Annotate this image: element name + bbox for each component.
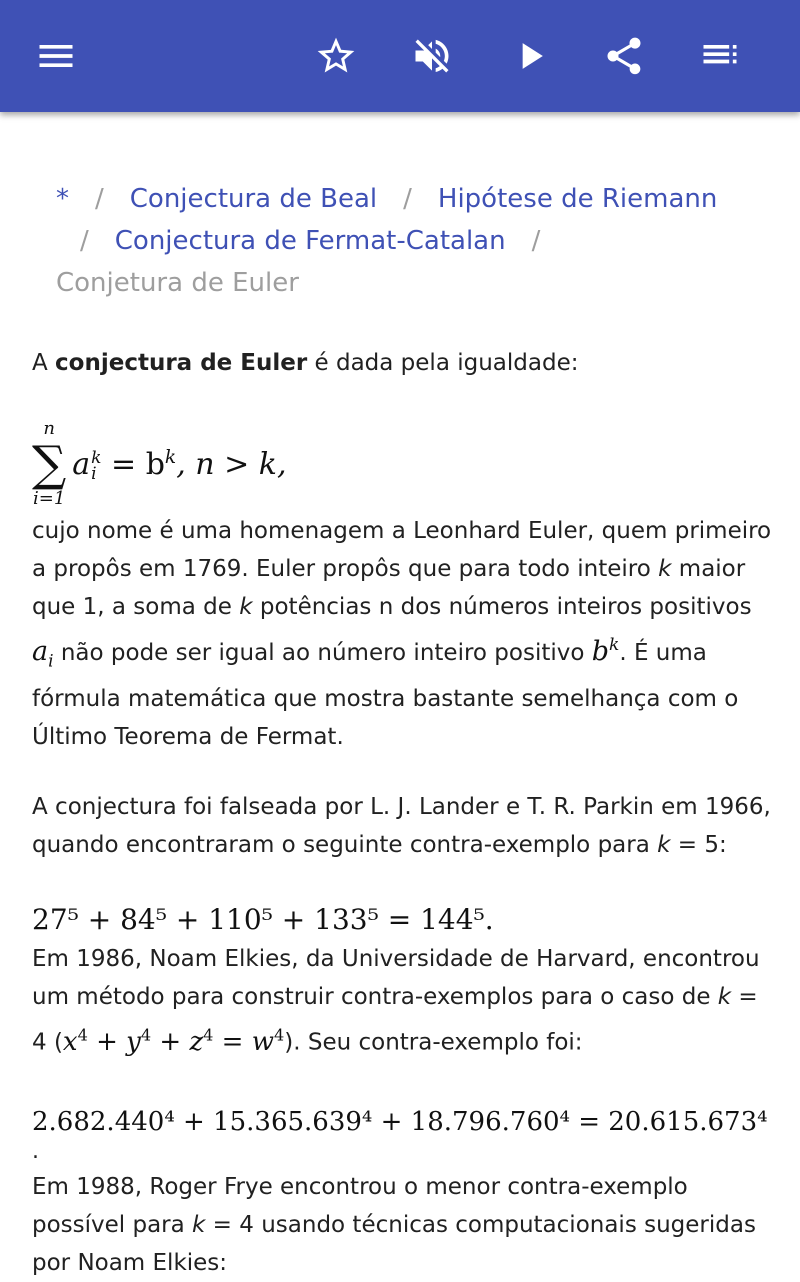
article-content xyxy=(32,112,772,1282)
p1-var: k xyxy=(239,594,253,620)
sum-upper-limit: n xyxy=(43,418,55,439)
p1-var: k xyxy=(658,556,672,582)
breadcrumb-root-link[interactable]: * xyxy=(56,184,69,214)
paragraph-4 xyxy=(32,1168,772,1282)
breadcrumb-separator: / xyxy=(531,226,541,256)
share-button[interactable] xyxy=(596,28,652,84)
formula1-tail: , n > k, xyxy=(176,446,287,482)
p2-var: k xyxy=(657,832,671,859)
formula-counterexample-k5: 27⁵ + 84⁵ + 110⁵ + 133⁵ = 144⁵. xyxy=(32,903,494,937)
contents-button[interactable] xyxy=(692,28,748,84)
volume-off-icon xyxy=(410,34,454,78)
formula1-body: = b xyxy=(111,446,165,482)
intro-text: A xyxy=(32,350,56,376)
p1-text: não pode ser igual ao número inteiro positivo xyxy=(53,640,592,666)
p1-text: . É uma fórmula matemática que mostra bastante semelhança com o Último Teorema de Fermat. xyxy=(32,640,739,751)
sum-lower-limit: i=1 xyxy=(32,488,66,509)
favorite-button[interactable] xyxy=(308,28,364,84)
intro-bold: conjectura de Euler xyxy=(55,350,308,376)
p2-text: A conjectura foi falseada por L. J. Lander e T. R. Parkin em 1966, quando encontraram o seguinte contra-exemplo para xyxy=(32,794,771,859)
breadcrumb-link-beal[interactable]: Conjectura de Beal xyxy=(129,184,378,214)
star-outline-icon xyxy=(314,34,358,78)
paragraph-2 xyxy=(32,788,772,864)
math-b-k: $b^k$ xyxy=(591,635,620,667)
p4-var: k xyxy=(192,1212,206,1239)
play-button[interactable] xyxy=(502,28,558,84)
intro-text: é dada pela igualdade: xyxy=(307,350,579,376)
p1-text: cujo nome é uma homenagem a Leonhard Euler, quem primeiro a propôs em 1769. Euler propôs que para todo inteiro xyxy=(32,518,772,582)
menu-button[interactable] xyxy=(28,28,84,84)
play-icon xyxy=(508,34,552,78)
p4-text: Em 1988, Roger Frye encontrou o menor contra-exemplo possível para xyxy=(32,1174,688,1239)
breadcrumb-separator: / xyxy=(80,226,89,256)
menu-icon xyxy=(34,34,78,78)
p4-text: = 4 usando técnicas computacionais sugeridas por Noam Elkies: xyxy=(32,1212,756,1277)
p1-text: potências n dos números inteiros positivos xyxy=(252,594,752,620)
math-x4-y4-z4-w4: $x^4 + y^4 + z^4 = w^4$ xyxy=(62,1025,285,1058)
p1-text: maior que 1, a soma de xyxy=(32,556,746,620)
formula-summation: n ∑ i=1 a k i = $b^k$, n > k, xyxy=(32,418,287,509)
intro-paragraph xyxy=(32,344,772,382)
p2-text: = 5: xyxy=(670,832,727,859)
breadcrumb-separator: / xyxy=(403,184,412,214)
share-icon xyxy=(602,34,646,78)
breadcrumb-link-fermat-catalan[interactable]: Conjectura de Fermat-Catalan xyxy=(114,226,506,256)
p3-text: ). Seu contra-exemplo foi: xyxy=(284,1030,583,1057)
breadcrumb xyxy=(56,178,772,304)
p3-text: Em 1986, Noam Elkies, da Universidade de Harvard, encontrou um método para construir contra-exemplos para o caso de xyxy=(32,946,760,1011)
breadcrumb-current: Conjetura de Euler xyxy=(56,268,299,298)
breadcrumb-link-riemann[interactable]: Hipótese de Riemann xyxy=(437,184,718,214)
sigma-symbol: n ∑ i=1 xyxy=(32,418,67,509)
paragraph-1 xyxy=(32,512,772,756)
p3-text: = 4 ( xyxy=(32,984,758,1057)
mute-button[interactable] xyxy=(404,28,460,84)
p3-var: k xyxy=(717,984,732,1011)
app-bar xyxy=(0,0,800,112)
formula-counterexample-k4: 2.682.440⁴ + 15.365.639⁴ + 18.796.760⁴ = 20.615.673⁴ xyxy=(32,1107,768,1138)
playlist-icon xyxy=(698,34,742,78)
math-a-i: $a_i$ xyxy=(32,636,54,672)
paragraph-3 xyxy=(32,940,772,1062)
formula3-period: . xyxy=(32,1139,39,1165)
breadcrumb-separator: / xyxy=(95,184,104,214)
